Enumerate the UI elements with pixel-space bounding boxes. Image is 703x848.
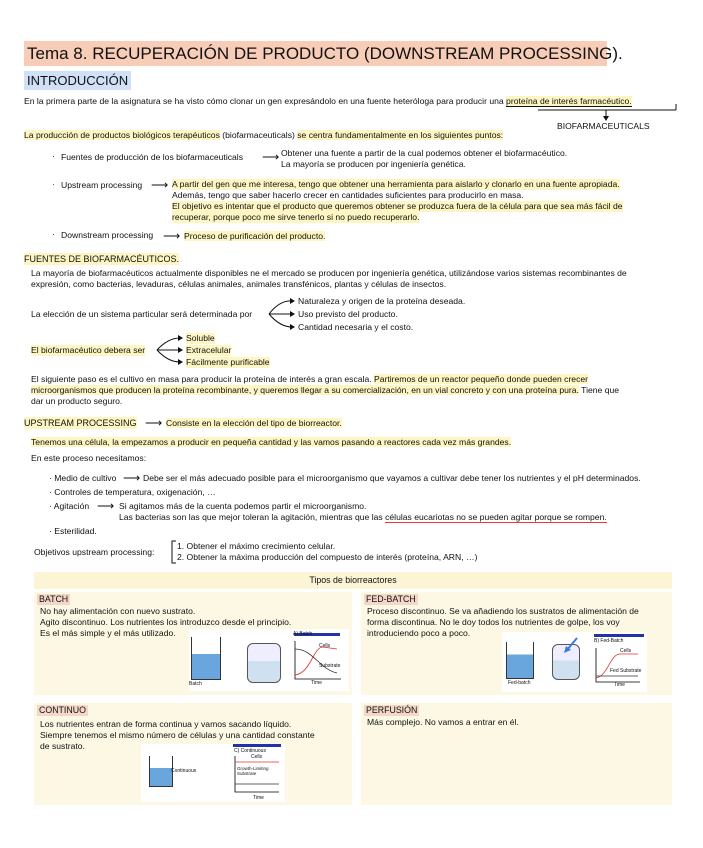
bullet-dot: ·	[52, 229, 55, 239]
fedbatch-graph	[594, 646, 644, 686]
batch-cells: Cells	[319, 643, 331, 649]
arrow-right-icon: ⟶	[97, 499, 115, 513]
objetivo-2: 2. Obtener la máxima producción del compuesto de interés (proteína, ARN, …)	[177, 552, 478, 562]
biofarm-item-1: Soluble	[186, 333, 215, 343]
upstream-heading: UPSTREAM PROCESSING	[24, 418, 137, 428]
batch-figure	[189, 629, 349, 691]
continuo-box	[34, 703, 352, 805]
fedbatch-time: Time	[614, 682, 625, 688]
need-1-desc: Debe ser el más adecuado posible para el microorganismo que vayamos a cultivar debe tener los nutrientes y el pH determinados.	[143, 473, 641, 483]
continuo-line-3: de sustrato.	[40, 741, 85, 751]
bioreactores-title-bar	[34, 572, 672, 589]
fedbatch-graph-bar	[594, 634, 644, 637]
objetivos-label: Objetivos upstream processing:	[34, 547, 155, 557]
batch-line-1: No hay alimentación con nuevo sustrato.	[40, 606, 196, 616]
fuentes-para2-line2: microorganismos que producen la proteína recombinante, y queremos llegar a su comercialización, en un vial concreto y con una proteína pura. Tiene que	[31, 385, 620, 395]
bioreactores-title: Tipos de biorreactores	[309, 575, 397, 585]
arrow-right-icon: ⟶	[123, 471, 141, 485]
batch-bioreactor	[247, 643, 281, 683]
fuentes-para-1: La mayoría de biofarmacéuticos actualmente disponibles ne el mercado se producen por ingeniería genética, utilizándose varios sistemas recombinantes de	[31, 268, 627, 278]
need-3: · Agitación	[49, 501, 90, 511]
fedbatch-substrate: Fed Substrate	[610, 668, 642, 674]
continuo-flask	[149, 756, 173, 787]
point-3-label: Downstream processing	[61, 230, 154, 240]
batch-substrate: Substrate	[319, 663, 341, 669]
fuentes-heading: FUENTES DE BIOFARMACÉUTICOS.	[24, 254, 180, 264]
batch-fig-label: A) Batch	[293, 631, 313, 637]
continuo-figure	[141, 744, 285, 802]
fuentes-para-2: expresión, como bacterias, levaduras, células animales, animales transfénicos, plantas y células de insectos.	[31, 279, 447, 289]
point-2-label: Upstream processing	[61, 180, 143, 190]
batch-box	[34, 592, 352, 695]
need-3-desc-1: Si agitamos más de la cuenta podemos partir el microorganismo.	[119, 501, 367, 511]
continuo-cells: Cells	[251, 754, 263, 760]
point-2-desc-4: recuperar, porque poco me sirve tenerlo si no puedo recuperarlo.	[172, 212, 420, 222]
point-2-desc-1: A partir del gen que me interesa, tengo que obtener una herramienta para aislarlo y clonarlo en una fuente apropiada.	[172, 179, 620, 189]
biofarm-item-3: Fácilmente purificable	[186, 357, 270, 367]
fedbatch-flask	[506, 642, 534, 679]
upstream-heading-desc: Consiste en la elección del tipo de biorreactor.	[166, 418, 342, 428]
point-1-desc-1: Obtener una fuente a partir de la cual podemos obtener el biofarmacéutico.	[281, 148, 568, 158]
biofarm-label: BIOFARMACEUTICALS	[557, 121, 650, 131]
intro-line-2: La producción de productos biológicos terapéuticos (biofarmaceuticals) se centra fundamentalmente en los siguientes puntos:	[24, 130, 504, 140]
perfusion-heading: PERFUSIÓN	[366, 705, 418, 715]
fedbatch-line-2: forma discontinua. No le doy todos los nutrientes de golpe, los voy	[367, 617, 620, 627]
fedbatch-fig-label: B) Fed-Batch	[594, 638, 624, 644]
continuo-fig-caption: Continuous	[171, 768, 197, 774]
eleccion-item-3: Cantidad necesaria y el costo.	[298, 322, 414, 332]
need-3-desc-2: Las bacterias son las que mejor toleran la agitación, mientras que las células eucariotas no se pueden agitar porque se rompen.	[119, 512, 607, 522]
fuentes-para2-line1: El siguiente paso es el cultivo en masa para producir la proteína de interés a gran escala. Partiremos de un reactor pequeño donde pueden crecer	[31, 374, 589, 384]
bullet-dot: ·	[52, 179, 55, 189]
continuo-fig-label: C) Continuous	[234, 748, 266, 754]
eleccion-label: La elección de un sistema particular será determinada por	[31, 309, 253, 319]
batch-line-2: Agito discontinuo. Los nutrientes los introduzco desde el principio.	[40, 617, 292, 627]
need-1: · Medio de cultivo	[49, 473, 117, 483]
continuo-line-2: Siempre tenemos el mismo número de células y una cantidad constante	[40, 730, 315, 740]
upstream-line-1: Tenemos una célula, la empezamos a producir en pequeña cantidad y las vamos pasando a reactores cada vez más grandes.	[31, 437, 512, 447]
intro-line-1: En la primera parte de la asignatura se ha visto cómo clonar un gen expresándolo en una fuente heteróloga para producir una proteína de interés farmacéutico.	[24, 96, 632, 106]
continuo-heading: CONTINUO	[39, 705, 86, 715]
fedbatch-box	[361, 592, 672, 695]
biofarm-debe-label: El biofarmacéutico debera ser	[31, 345, 146, 355]
fedbatch-fig-caption: Fed-batch	[508, 680, 531, 686]
bullet-dot: ·	[52, 151, 55, 161]
fuentes-para2-line3: dar un producto seguro.	[31, 396, 123, 406]
need-2: · Controles de temperatura, oxigenación, …	[49, 487, 216, 497]
objetivo-1: 1. Obtener el máximo crecimiento celular.	[177, 541, 336, 551]
arrow-right-icon: ⟶	[163, 229, 181, 243]
continuo-time: Time	[253, 795, 264, 801]
continuo-line-1: Los nutrientes entran de forma continua y vamos sacando líquido.	[40, 719, 292, 729]
point-1-desc-2: La mayoría se producen por ingeniería genética.	[281, 159, 466, 169]
continuo-substrate: Growth-Limiting Substrate	[237, 766, 269, 776]
batch-time: Time	[311, 680, 322, 686]
eleccion-item-1: Naturaleza y origen de la proteína deseada.	[298, 296, 466, 306]
batch-heading: BATCH	[39, 594, 69, 604]
biofarm-item-2: Extracelular	[186, 345, 232, 355]
point-2-desc-3: El objetivo es intentar que el producto que queremos obtener se produzca fuera de la célula para que sea más fácil de	[172, 201, 623, 211]
arrow-right-icon: ⟶	[151, 178, 169, 192]
perfusion-line-1: Más complejo. No vamos a entrar en él.	[367, 717, 519, 727]
page-title: Tema 8. RECUPERACIÓN DE PRODUCTO (DOWNSTREAM PROCESSING).	[24, 41, 607, 66]
fedbatch-line-3: introduciendo poco a poco.	[367, 628, 471, 638]
continuo-graph-bar	[233, 744, 281, 747]
batch-graph	[293, 639, 343, 684]
fedbatch-cells: Cells	[620, 648, 632, 654]
point-1-label: Fuentes de producción de los biofarmaceuticals	[61, 152, 244, 162]
arrow-right-icon: ⟶	[262, 150, 280, 164]
batch-line-3: Es el más simple y el más utilizado.	[40, 628, 176, 638]
upstream-line-2: En este proceso necesitamos:	[31, 453, 147, 463]
fedbatch-heading: FED-BATCH	[366, 594, 416, 604]
arrow-right-icon: ⟶	[145, 416, 163, 430]
point-2-desc-2: Además, tengo que saber hacerlo crecer en cantidades suficientes para producirlo en masa.	[172, 190, 524, 200]
perfusion-box	[361, 703, 672, 805]
need-4: · Esterilidad.	[49, 526, 97, 536]
batch-fig-caption: Batch	[189, 681, 202, 687]
point-3-desc-1: Proceso de purificación del producto.	[184, 231, 326, 241]
batch-flask	[191, 637, 221, 680]
intro-heading: INTRODUCCIÓN	[24, 71, 131, 90]
fedbatch-line-1: Proceso discontinuo. Se va añadiendo los sustratos de alimentación de	[367, 606, 639, 616]
eleccion-item-2: Uso previsto del producto.	[298, 309, 398, 319]
feed-arrow-icon	[561, 636, 581, 656]
